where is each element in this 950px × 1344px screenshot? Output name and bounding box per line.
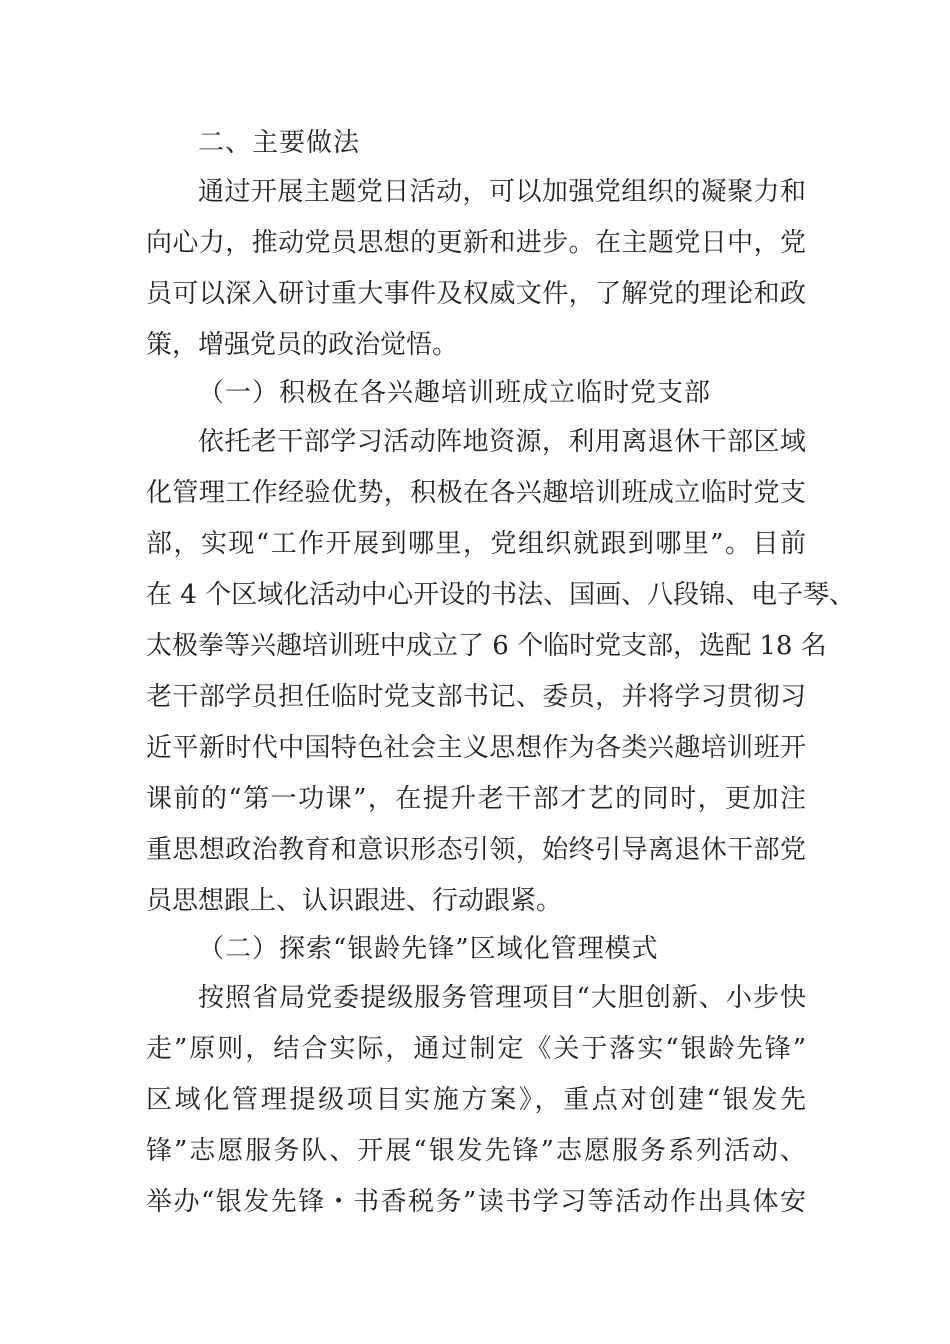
paragraph-line: 部，实现“工作开展到哪里，党组织就跟到哪里”。目前 [146, 529, 806, 559]
paragraph-line: 化管理工作经验优势，积极在各兴趣培训班成立临时党支 [146, 478, 806, 508]
paragraph-line: 重思想政治教育和意识形态引领，始终引导离退休干部党 [146, 835, 806, 865]
paragraph-line: 太极拳等兴趣培训班中成立了 6 个临时党支部，选配 18 名 [146, 631, 827, 661]
paragraph-line: 走”原则，结合实际，通过制定《关于落实“银龄先锋” [146, 1034, 806, 1064]
paragraph-line: 老干部学员担任临时党支部书记、委员，并将学习贯彻习 [146, 682, 806, 712]
paragraph-line: 员思想跟上、认识跟进、行动跟紧。 [146, 886, 563, 916]
paragraph-line: 近平新时代中国特色社会主义思想作为各类兴趣培训班开 [146, 733, 806, 763]
paragraph-line: 通过开展主题党日活动，可以加强党组织的凝聚力和 [198, 177, 806, 207]
paragraph-line: 按照省局党委提级服务管理项目“大胆创新、小步快 [198, 983, 806, 1013]
paragraph-line: 举办“银发先锋・书香税务”读书学习等活动作出具体安 [146, 1187, 806, 1217]
paragraph-line: 向心力，推动党员思想的更新和进步。在主题党日中，党 [146, 228, 806, 258]
paragraph-line: 课前的“第一功课”，在提升老干部才艺的同时，更加注 [146, 784, 806, 814]
paragraph-line: 依托老干部学习活动阵地资源，利用离退休干部区域 [198, 427, 806, 457]
section-heading-main: 二、主要做法 [198, 128, 361, 158]
paragraph-line: 锋”志愿服务队、开展“银发先锋”志愿服务系列活动、 [146, 1136, 806, 1166]
subsection-heading-2: （二）探索“银龄先锋”区域化管理模式 [198, 934, 659, 964]
paragraph-line: 员可以深入研讨重大事件及权威文件，了解党的理论和政 [146, 279, 806, 309]
paragraph-line: 策，增强党员的政治觉悟。 [146, 330, 459, 360]
subsection-heading-1: （一）积极在各兴趣培训班成立临时党支部 [198, 378, 712, 408]
paragraph-line: 在 4 个区域化活动中心开设的书法、国画、八段锦、电子琴、 [146, 580, 856, 610]
paragraph-line: 区域化管理提级项目实施方案》，重点对创建“银发先 [146, 1085, 806, 1115]
